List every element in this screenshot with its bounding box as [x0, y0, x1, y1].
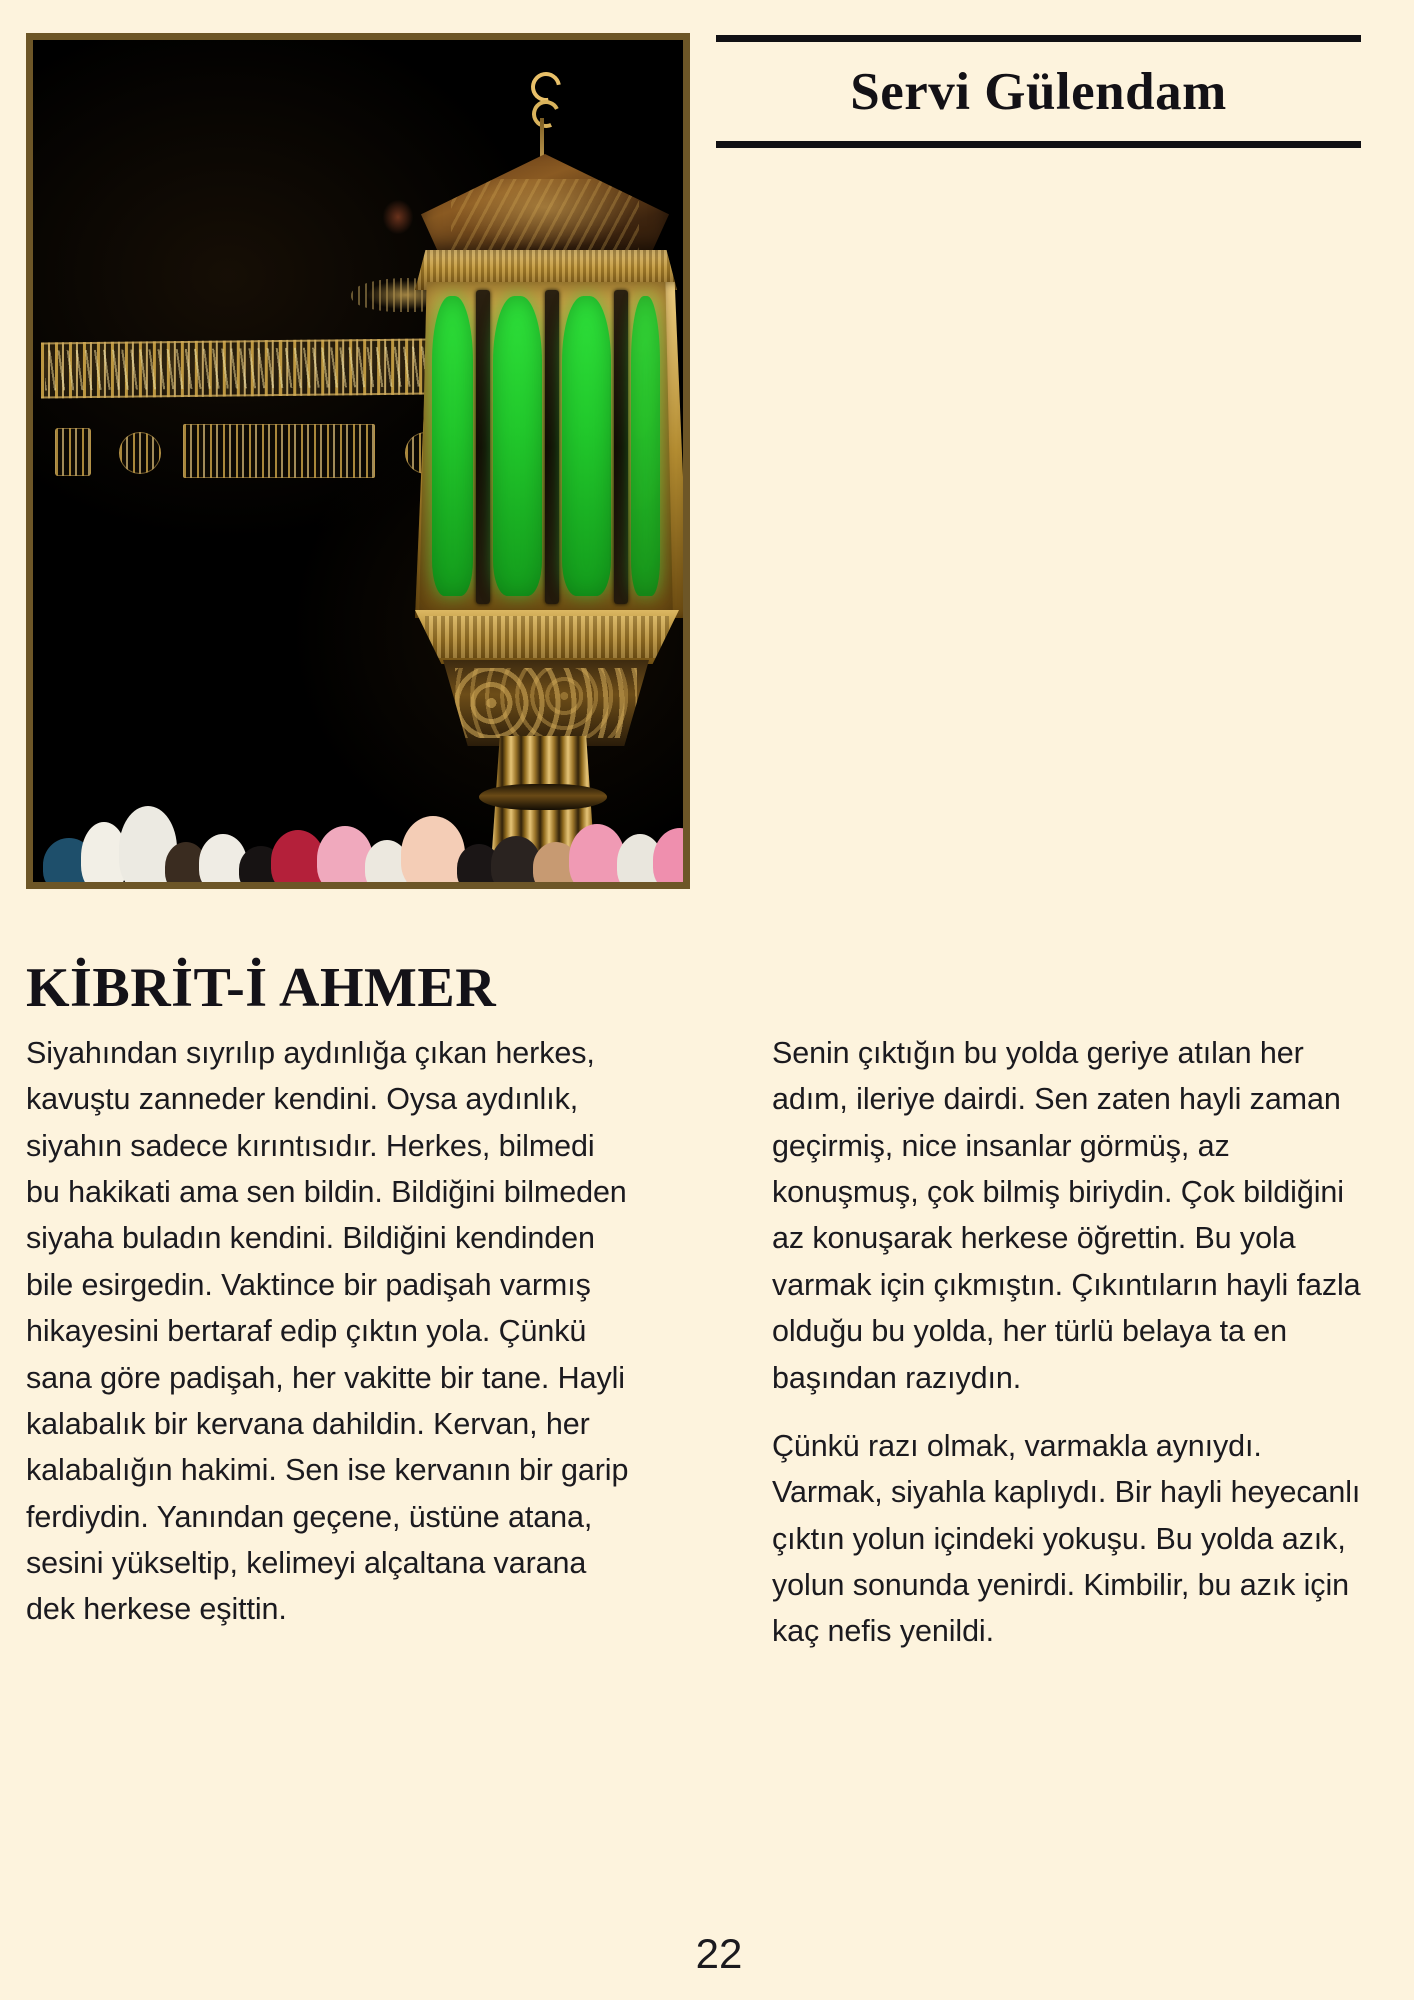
lantern-dome: [421, 154, 669, 258]
kiswah-cartouche: [119, 432, 161, 474]
lantern-green-pane: [562, 296, 611, 596]
article-photo-frame: [26, 33, 690, 889]
kaaba-lantern-photo: [33, 40, 683, 882]
lantern-base-frieze: [443, 660, 649, 746]
masthead-rule-bottom: [716, 141, 1361, 148]
paragraph: Senin çıktığın bu yolda geriye atılan her adım, ileriye dairdi. Sen zaten hayli zaman geçirmiş, nice insanlar görmüş, az konuşmuş, çok bilmiş biriydin. Çok bildiğini az konuşarak herkese öğrettin. Bu yola varmak için çıkmıştın. Çıkıntıların hayli fazla olduğu bu yolda, her türlü belaya ta en başından razıydın.: [772, 1036, 1361, 1395]
masthead: [716, 35, 1361, 148]
lantern-green-pane: [631, 296, 660, 596]
paragraph: Siyahından sıyrılıp aydınlığa çıkan herkes, kavuştu zanneder kendini. Oysa aydınlık, siyahın sadece kırıntısıdır. Herkes, bilmedi bu hakikati ama sen bildin. Bildiğini bilmeden siyaha buladın kendini. Bildiğini kendinden bile esirgedin. Vaktince bir padişah varmış hikayesini bertaraf edip çıktın yola. Çünkü sana göre padişah, her vakitte bir tane. Hayli kalabalık bir kervana dahildin. Kervan, her kalabalığın hakimi. Sen ise kervanın bir garip ferdiydin. Yanından geçene, üstüne atana, sesini yükseltip, kelimeyi alçaltana varana dek herkese eşittin.: [26, 1036, 629, 1627]
lantern-mullion: [614, 290, 628, 604]
lantern-base-ring: [415, 610, 679, 664]
page-number: 22: [695, 1930, 743, 1977]
article-column-right: [764, 1030, 1380, 1655]
article-heading: KİBRİT-İ AHMER: [26, 956, 497, 1019]
masthead-title: Servi Gülendam: [850, 63, 1227, 121]
lantern-mullion: [476, 290, 490, 604]
paragraph: Çünkü razı olmak, varmakla aynıydı. Varmak, siyahla kaplıydı. Bir hayli heyecanlı çıktın yolun içindeki yokuşu. Bu yolda azık, yolun sonunda yenirdi. Kimbilir, bu azık için kaç nefis yenildi.: [772, 1428, 1361, 1649]
gilded-lantern: [401, 68, 683, 882]
article-body: [26, 1030, 1380, 1655]
crescent-finial-icon: [525, 72, 559, 168]
pilgrim-crowd: [33, 786, 683, 882]
lantern-mullion: [545, 290, 559, 604]
crowd-figure: [401, 816, 465, 882]
kiswah-cartouche: [183, 424, 375, 478]
lantern-green-pane: [493, 296, 542, 596]
lantern-green-pane: [432, 296, 473, 596]
lantern-glass-body: [419, 282, 673, 618]
article-column-left: [26, 1030, 634, 1655]
masthead-rule-top: [716, 35, 1361, 42]
crowd-figure: [653, 828, 683, 882]
kiswah-cartouche: [55, 428, 91, 476]
